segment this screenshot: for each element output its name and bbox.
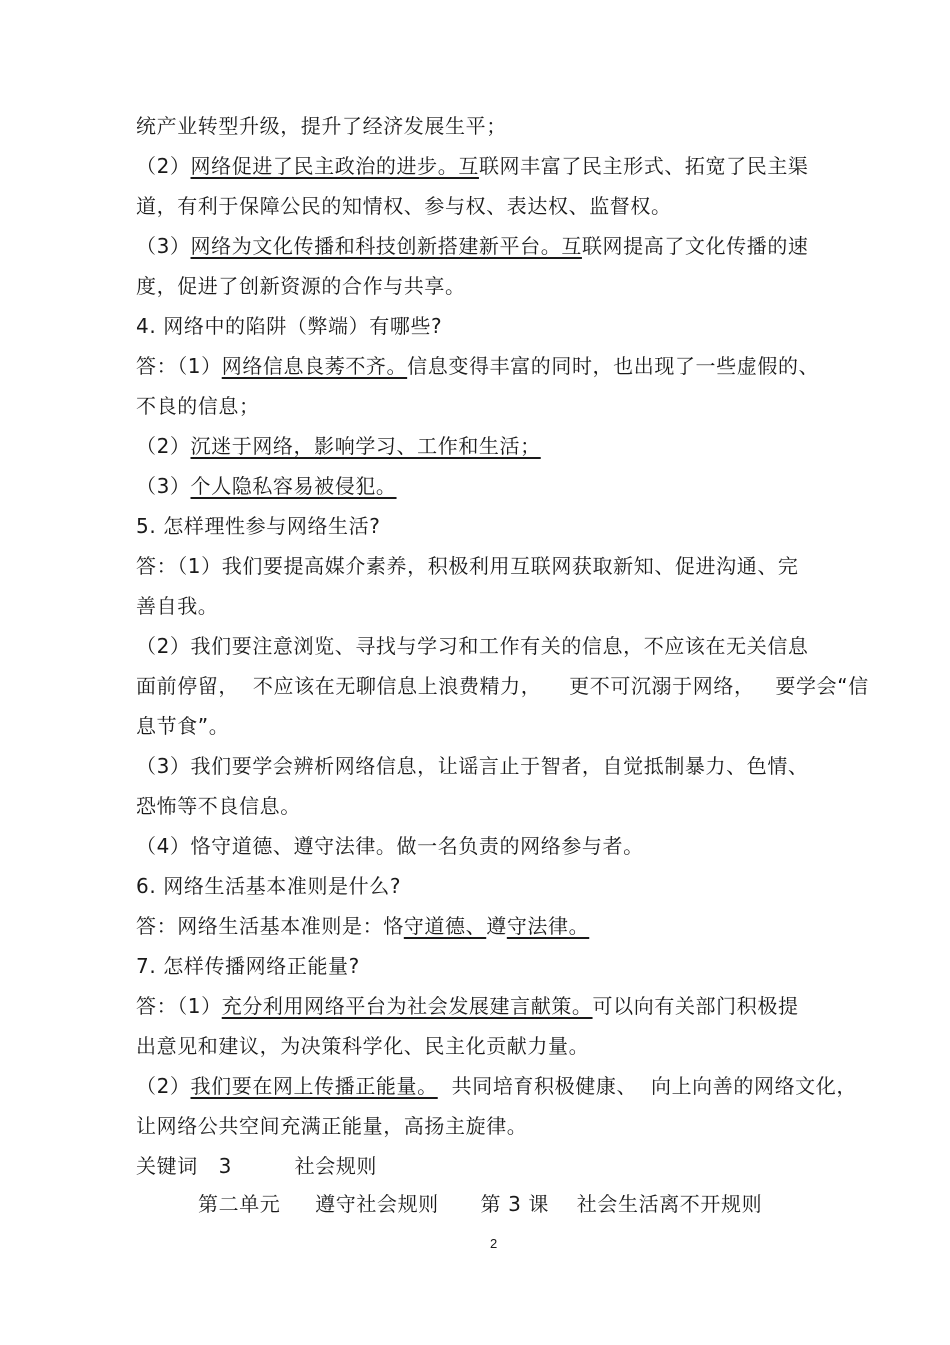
text-line: （2）我们要在网上传播正能量。 共同培育积极健康、 向上向善的网络文化，: [136, 1074, 857, 1098]
underlined-key-point: 充分利用网络平台为社会发展建言献策。: [221, 994, 593, 1018]
text-line: 道，有利于保障公民的知情权、参与权、表达权、监督权。: [136, 194, 672, 218]
question-heading: 4. 网络中的陷阱（弊端）有哪些?: [136, 314, 443, 338]
text-line: 善自我。: [136, 594, 219, 618]
text-line: 答：（1）我们要提高媒介素养，积极利用互联网获取新知、促进沟通、完: [136, 554, 799, 578]
text-line: 让网络公共空间充满正能量，高扬主旋律。: [136, 1114, 528, 1138]
text-line: 答：（1）网络信息良莠不齐。信息变得丰富的同时，也出现了一些虚假的、: [136, 354, 820, 378]
keyword-line: 关键词 3 社会规则: [136, 1154, 378, 1178]
question-heading: 5. 怎样理性参与网络生活?: [136, 514, 381, 538]
text-line: 息节食”。: [136, 714, 230, 738]
underlined-key-point: 网络为文化传播和科技创新搭建新平台。互: [190, 234, 582, 258]
underlined-key-point: 我们要在网上传播正能量。: [190, 1074, 438, 1098]
page-number: 2: [490, 1236, 498, 1251]
underlined-key-point: 网络信息良莠不齐。: [221, 354, 408, 378]
text-line: 面前停留， 不应该在无聊信息上浪费精力， 更不可沉溺于网络， 要学会“信: [136, 674, 869, 698]
text-line: （3）个人隐私容易被侵犯。: [136, 474, 397, 498]
text-line: 恐怖等不良信息。: [136, 794, 301, 818]
underlined-key-point: 守道德、: [403, 914, 487, 938]
text-line: （3）我们要学会辨析网络信息，让谣言止于智者，自觉抵制暴力、色情、: [136, 754, 809, 778]
text-line: （2）沉迷于网络，影响学习、工作和生活；: [136, 434, 541, 458]
text-line: （2）网络促进了民主政治的进步。互联网丰富了民主形式、拓宽了民主渠: [136, 154, 809, 178]
text-line: 度，促进了创新资源的合作与共享。: [136, 274, 466, 298]
underlined-key-point: 个人隐私容易被侵犯。: [190, 474, 397, 498]
underlined-key-point: 守法律。: [506, 914, 590, 938]
text-line: （2）我们要注意浏览、寻找与学习和工作有关的信息，不应该在无关信息: [136, 634, 809, 658]
text-line: 出意见和建议，为决策科学化、民主化贡献力量。: [136, 1034, 590, 1058]
text-line: （4）恪守道德、遵守法律。做一名负责的网络参与者。: [136, 834, 644, 858]
text-line: 答：（1）充分利用网络平台为社会发展建言献策。可以向有关部门积极提: [136, 994, 799, 1018]
unit-lesson-heading: 第二单元 遵守社会规则 第 3 课 社会生活离不开规则: [198, 1192, 763, 1216]
text-line: 统产业转型升级，提升了经济发展生平；: [136, 114, 507, 138]
text-line: 答：网络生活基本准则是：恪守道德、遵守法律。: [136, 914, 590, 938]
question-heading: 6. 网络生活基本准则是什么?: [136, 874, 402, 898]
underlined-key-point: 沉迷于网络，影响学习、工作和生活；: [190, 434, 541, 458]
text-line: （3）网络为文化传播和科技创新搭建新平台。互联网提高了文化传播的速: [136, 234, 809, 258]
question-heading: 7. 怎样传播网络正能量?: [136, 954, 360, 978]
underlined-key-point: 网络促进了民主政治的进步。互: [190, 154, 479, 178]
text-line: 不良的信息；: [136, 394, 260, 418]
